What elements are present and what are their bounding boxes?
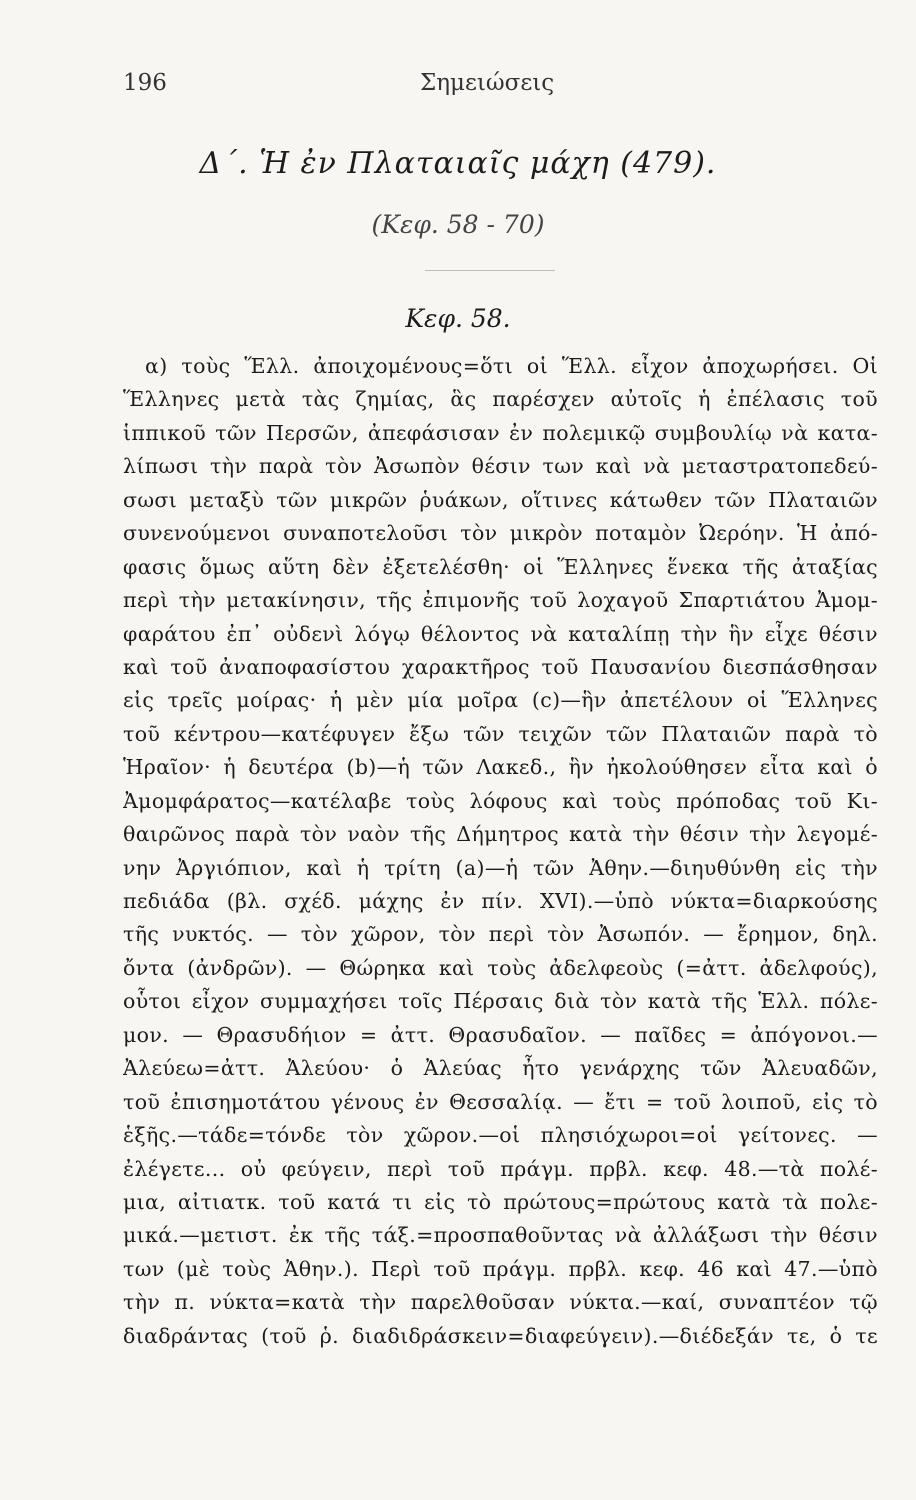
chapter-range: (Κεφ. 58 - 70) bbox=[371, 210, 545, 239]
text-line: Ἀμομφάρατος—κατέλαβε τοὺς λόφους καὶ τοὺς πρόποδας τοῦ Κι- bbox=[123, 788, 878, 813]
text-line: ὄντα (ἀνδρῶν). — Θώρηκα καὶ τοὺς ἀδελφεοὺς (=ἀττ. ἀδελφούς), bbox=[123, 955, 878, 980]
text-line: καὶ τοῦ ἀναποφασίστου χαρακτῆρος τοῦ Παυσανίου διεσπάσθησαν bbox=[123, 654, 878, 679]
text-body bbox=[123, 350, 878, 1353]
text-line: ἐλέγετε... οὐ φεύγειν, περὶ τοῦ πράγμ. πρβλ. κεφ. 48.—τὰ πολέ- bbox=[123, 1156, 878, 1181]
text-line: εἰς τρεῖς μοίρας· ἡ μὲν μία μοῖρα (c)—ἣν ἀπετέλουν οἱ Ἕλληνες bbox=[123, 688, 878, 713]
text-line: σωσι μεταξὺ τῶν μικρῶν ῥυάκων, οἵτινες κάτωθεν τῶν Πλαταιῶν bbox=[123, 487, 878, 512]
text-line: συνενούμενοι συναποτελοῦσι τὸν μικρὸν ποταμὸν Ὠερόην. Ἡ ἀπό- bbox=[123, 521, 878, 546]
text-line: ἑξῆς.—τάδε=τόνδε τὸν χῶρον.—οἱ πλησιόχωροι=οἱ γείτονες. — bbox=[123, 1123, 878, 1148]
text-line: διαδράντας (τοῦ ῥ. διαδιδράσκειν=διαφεύγειν).—διέδεξάν τε, ὁ τε bbox=[123, 1323, 878, 1348]
text-line: πεδιάδα (βλ. σχέδ. μάχης ἐν πίν. XVI).—ὑπὸ νύκτα=διαρκούσης bbox=[123, 889, 878, 913]
text-line: λίπωσι τὴν παρὰ τὸν Ἀσωπὸν θέσιν των καὶ νὰ μεταστρατοπεδεύ- bbox=[123, 454, 878, 479]
text-line: των (μὲ τοὺς Ἀθην.). Περὶ τοῦ πράγμ. πρβλ. κεφ. 46 καὶ 47.—ὑπὸ bbox=[123, 1256, 878, 1281]
text-line: τὴν π. νύκτα=κατὰ τὴν παρελθοῦσαν νύκτα.—καί, συναπτέον τῷ bbox=[123, 1290, 878, 1315]
text-line: τοῦ ἐπισημοτάτου γένους ἐν Θεσσαλίᾳ. — ἔτι = τοῦ λοιποῦ, εἰς τὸ bbox=[123, 1089, 878, 1114]
text-line: Ἀλεύεω=ἀττ. Ἀλεύου· ὁ Ἀλεύας ἦτο γενάρχης τῶν Ἀλευαδῶν, bbox=[123, 1056, 878, 1081]
running-header: Σημειώσεις bbox=[420, 70, 555, 96]
text-line: Ἡραῖον· ἡ δευτέρα (b)—ἡ τῶν Λακεδ., ἣν ἠκολούθησεν εἶτα καὶ ὁ bbox=[123, 755, 878, 780]
text-line: μον. — Θρασυδήιον = ἀττ. Θρασυδαῖον. — παῖδες = ἀπόγονοι.— bbox=[123, 1022, 878, 1047]
text-line: μικά.—μετιστ. ἐκ τῆς τάξ.=προσπαθοῦντας νὰ ἀλλάξωσι τὴν θέσιν bbox=[123, 1223, 878, 1248]
page-number: 196 bbox=[123, 70, 167, 96]
text-line: φασις ὅμως αὕτη δὲν ἐξετελέσθη· οἱ Ἕλληνες ἕνεκα τῆς ἀταξίας bbox=[123, 554, 878, 579]
text-line: τῆς νυκτός. — τὸν χῶρον, τὸν περὶ τὸν Ἀσωπόν. — ἔρημον, δηλ. bbox=[123, 922, 878, 947]
text-line: τοῦ κέντρου—κατέφυγεν ἔξω τῶν τειχῶν τῶν Πλαταιῶν παρὰ τὸ bbox=[123, 721, 878, 746]
text-line: περὶ τὴν μετακίνησιν, τῆς ἐπιμονῆς τοῦ λοχαγοῦ Σπαρτιάτου Ἀμομ- bbox=[123, 588, 878, 613]
text-line: ἱππικοῦ τῶν Περσῶν, ἀπεφάσισαν ἐν πολεμικῷ συμβουλίῳ νὰ κατα- bbox=[123, 420, 878, 445]
section-title: Δ΄. Ἡ ἐν Πλαταιαῖς μάχη (479). bbox=[199, 146, 717, 181]
text-line: φαράτου ἐπ᾽ οὐδενὶ λόγῳ θέλοντος νὰ καταλίπῃ τὴν ἣν εἶχε θέσιν bbox=[123, 621, 878, 646]
text-line: νην Ἀργιόπιον, καὶ ἡ τρίτη (a)—ἡ τῶν Ἀθην.—διηυθύνθη εἰς τὴν bbox=[123, 855, 878, 880]
chapter-heading: Κεφ. 58. bbox=[405, 304, 511, 333]
divider bbox=[425, 270, 555, 271]
text-line: Ἕλληνες μετὰ τὰς ζημίας, ἃς παρέσχεν αὐτοῖς ἡ ἐπέλασις τοῦ bbox=[123, 387, 878, 412]
text-line: α) τοὺς Ἕλλ. ἀποιχομένους=ὅτι οἱ Ἕλλ. εἶχον ἀποχωρήσει. Οἱ bbox=[145, 354, 878, 378]
text-line: οὗτοι εἶχον συμμαχήσει τοῖς Πέρσαις διὰ τὸν κατὰ τῆς Ἑλλ. πόλε- bbox=[123, 989, 878, 1014]
text-line: μια, αἰτιατκ. τοῦ κατά τι εἰς τὸ πρώτους=πρώτους κατὰ τὰ πολε- bbox=[123, 1189, 878, 1214]
text-line: θαιρῶνος παρὰ τὸν ναὸν τῆς Δήμητρος κατὰ τὴν θέσιν τὴν λεγομέ- bbox=[123, 822, 878, 847]
